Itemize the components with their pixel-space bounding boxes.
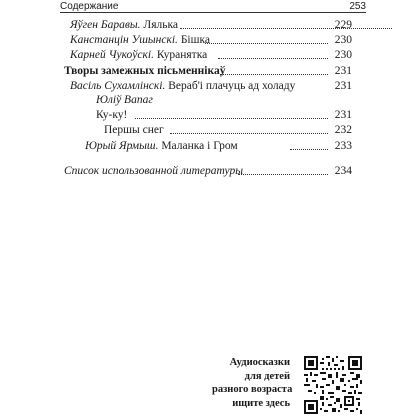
toc-title: Куранятка: [156, 49, 208, 61]
toc-entry: [0, 48, 420, 62]
toc-author: Юліў Вапаг: [96, 94, 153, 106]
toc-entry: [0, 139, 420, 153]
toc-entry-text: [70, 79, 296, 93]
toc-author: Юрый Ярмыш.: [85, 140, 159, 152]
toc-entry: [0, 33, 420, 47]
toc-title: Першы снег: [104, 124, 164, 136]
toc-page: 231: [334, 80, 352, 92]
toc-section-heading: [0, 64, 420, 78]
dot-leader: [220, 74, 328, 75]
toc-entry-text: [96, 93, 154, 107]
promo-line: Аудиосказки: [229, 357, 290, 368]
dot-leader: [135, 118, 328, 119]
section-title: Содержание: [60, 1, 119, 12]
toc-title: Лялька: [143, 19, 178, 31]
toc-page: 234: [334, 165, 352, 177]
dot-leader: [170, 133, 328, 134]
toc-title: Вераб'і плачуць ад холаду: [168, 80, 296, 92]
dot-leader: [238, 174, 328, 175]
toc-page: 229: [334, 19, 352, 31]
dot-leader: [218, 58, 328, 59]
toc-entry: [0, 164, 420, 178]
toc-author: Карней Чукоўскі.: [70, 49, 154, 61]
toc-entry: [0, 18, 420, 32]
toc-title: Бішка: [180, 34, 210, 46]
toc-title: Маланка і Гром: [161, 140, 238, 152]
toc-page: 232: [334, 124, 352, 136]
toc-entry-text: [70, 48, 208, 62]
promo-line: для детей: [244, 370, 290, 382]
dot-leader: [180, 28, 392, 29]
header-rule: [60, 12, 366, 13]
promo-line: разного возраста: [212, 384, 293, 395]
page-header: [60, 1, 366, 12]
promo-text: [212, 356, 293, 410]
toc-page: 230: [334, 34, 352, 46]
toc-entry: [0, 79, 420, 93]
toc-entry-text: [85, 139, 239, 153]
toc-author: Васіль Сухамлінскі.: [70, 80, 166, 92]
toc-title: Ку-ку!: [96, 109, 128, 121]
toc-page: 233: [334, 140, 352, 152]
audio-promo: [210, 356, 362, 414]
toc-title: Творы замежных пісьменнікаў: [64, 65, 226, 77]
dot-leader: [205, 43, 328, 44]
toc-page: 231: [334, 109, 352, 121]
toc-page: 231: [334, 65, 352, 77]
toc-entry: [0, 108, 420, 122]
toc-entry: [0, 123, 420, 137]
toc-author: Яўген Баравы.: [70, 19, 141, 31]
toc-title: Список использованной литературы: [64, 165, 244, 177]
toc-entry-text: [70, 18, 179, 32]
page-number: 253: [349, 1, 366, 12]
promo-line: ищите здесь: [232, 397, 290, 409]
toc-entry: [0, 93, 420, 107]
toc-author: Канстанцін Ушынскі.: [70, 34, 178, 46]
dot-leader: [290, 149, 328, 150]
qr-code-icon[interactable]: [304, 356, 362, 414]
toc-page: 230: [334, 49, 352, 61]
toc-entry-text: [70, 33, 211, 47]
